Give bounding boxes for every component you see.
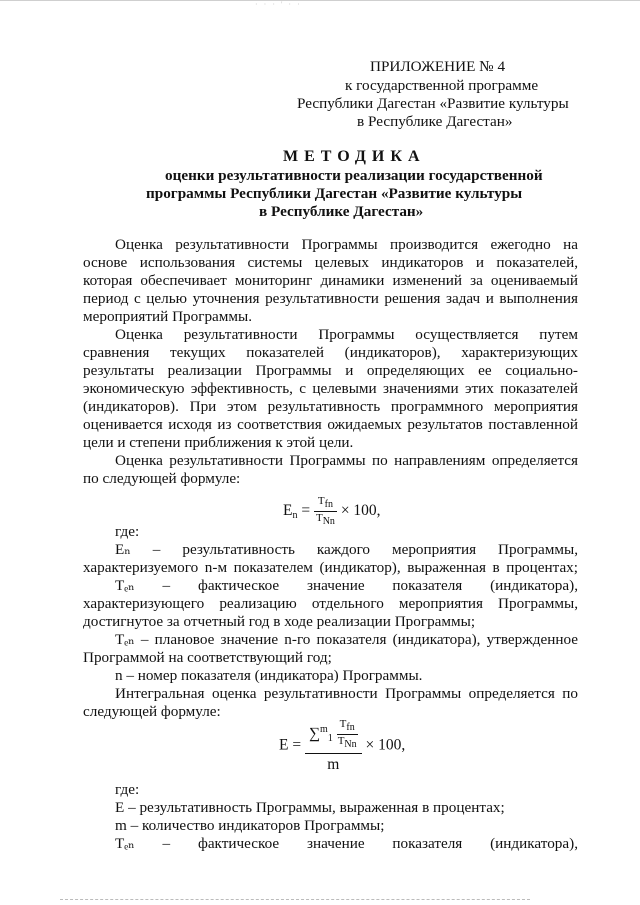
appendix-line-2: к государственной программе	[345, 77, 539, 94]
title-line-3: в Республике Дагестан»	[259, 203, 424, 220]
formula-1-lhs: E	[283, 502, 293, 520]
appendix-number: ПРИЛОЖЕНИЕ № 4	[370, 58, 506, 75]
paragraph-4-line-2: следующей формуле:	[83, 703, 221, 720]
formula-1-denominator-sub: Nn	[322, 516, 335, 527]
paragraph-2-line-4: экономическую эффективность, с целевыми значениями этих показателей	[83, 380, 578, 397]
title-line-1: оценки результативности реализации государственной	[165, 167, 543, 184]
def-tnn-line-1: Тₑₙ – плановое значение n-го показателя (индикатора), утвержденное	[115, 631, 578, 648]
where-label-2: где:	[115, 781, 140, 798]
scan-top-edge	[0, 0, 640, 1]
paragraph-1-line-5: мероприятий Программы.	[83, 308, 253, 325]
formula-2-sigma-sub: 1	[327, 733, 333, 745]
paragraph-2-line-1: Оценка результативности Программы осуществляется путем	[115, 326, 578, 343]
paragraph-2-line-3: результаты реализации Программы и определяющих ее социально-	[83, 362, 578, 379]
scan-bottom-edge	[60, 899, 530, 900]
def-en-line-1: Еₙ – результативность каждого мероприятия Программы,	[115, 541, 578, 558]
def-tf2-line-1: Тₑₙ – фактическое значение показателя (индикатора),	[115, 835, 578, 852]
paragraph-1-line-2: основе использования системы целевых индикаторов и показателей,	[83, 254, 578, 271]
formula-2-lhs: E =	[279, 736, 302, 754]
formula-direction-effectiveness	[283, 495, 381, 528]
paragraph-4-line-1: Интегральная оценка результативности Программы определяется по	[115, 685, 578, 702]
def-n-line-1: n – номер показателя (индикатора) Программы.	[115, 667, 423, 684]
paragraph-2-line-2: сравнения текущих показателей (индикаторов), характеризующих	[83, 344, 578, 361]
formula-1-numerator-sub: fn	[324, 499, 333, 510]
document-heading: МЕТОДИКА	[283, 148, 426, 165]
formula-2-numerator-sub: fn	[346, 722, 355, 733]
formula-2-denominator: T	[337, 735, 345, 747]
formula-1-lhs-sub: n	[292, 510, 298, 522]
formula-2-denominator-sub: Nn	[344, 739, 357, 750]
formula-1-denominator: T	[315, 512, 323, 524]
paragraph-1-line-3: которая обеспечивает мониторинг динамики изменений за оцениваемый	[83, 272, 578, 289]
formula-2-sigma: ∑	[308, 725, 321, 743]
paragraph-2-line-7: цели и степени приближения к этой цели.	[83, 434, 354, 451]
paragraph-3-line-2: по следующей формуле:	[83, 470, 241, 487]
formula-integral-effectiveness	[279, 718, 405, 774]
formula-2-sigma-sup: m	[320, 724, 328, 736]
paragraph-1-line-1: Оценка результативности Программы производится ежегодно на	[115, 236, 578, 253]
formula-2-numerator: T	[339, 718, 347, 730]
appendix-line-4: в Республике Дагестан»	[357, 113, 513, 130]
def-en-line-2: характеризуемого n-м показателем (индикатор), выраженная в процентах;	[83, 559, 578, 576]
paragraph-2-line-6: оценивается исходя из соответствия ожидаемых результатов поставленной	[83, 416, 578, 433]
formula-1-numerator: T	[317, 495, 325, 507]
def-m-line-1: m – количество индикаторов Программы;	[115, 817, 385, 834]
def-tfn-line-1: Тₑₙ – фактическое значение показателя (индикатора),	[115, 577, 578, 594]
formula-2-fraction	[305, 718, 362, 774]
where-label-1: где:	[115, 523, 140, 540]
formula-2-inner-fraction	[337, 718, 358, 751]
def-tnn-line-2: Программой на соответствующий год;	[83, 649, 332, 666]
def-e-line-1: Е – результативность Программы, выраженная в процентах;	[115, 799, 505, 816]
paragraph-1-line-4: период с целью уточнения результативности решения задач и выполнения	[83, 290, 578, 307]
appendix-line-3: Республики Дагестан «Развитие культуры	[297, 95, 569, 112]
formula-1-eq: =	[301, 502, 311, 520]
formula-2-tail: × 100,	[365, 736, 406, 754]
paragraph-3-line-1: Оценка результативности Программы по направлениям определяется	[115, 452, 578, 469]
formula-1-tail: × 100,	[340, 502, 381, 520]
def-tfn-line-2: характеризующего реализацию отдельного мероприятия Программы,	[83, 595, 578, 612]
def-tfn-line-3: достигнутое за отчетный год в ходе реализации Программы;	[83, 613, 476, 630]
formula-1-fraction	[314, 495, 337, 528]
title-line-2: программы Республики Дагестан «Развитие культуры	[146, 185, 523, 202]
formula-2-denom: m	[327, 756, 340, 773]
scan-artifact: · · · ' · ·	[255, 0, 302, 9]
paragraph-2-line-5: (индикаторов). При этом результативность программного мероприятия	[83, 398, 578, 415]
